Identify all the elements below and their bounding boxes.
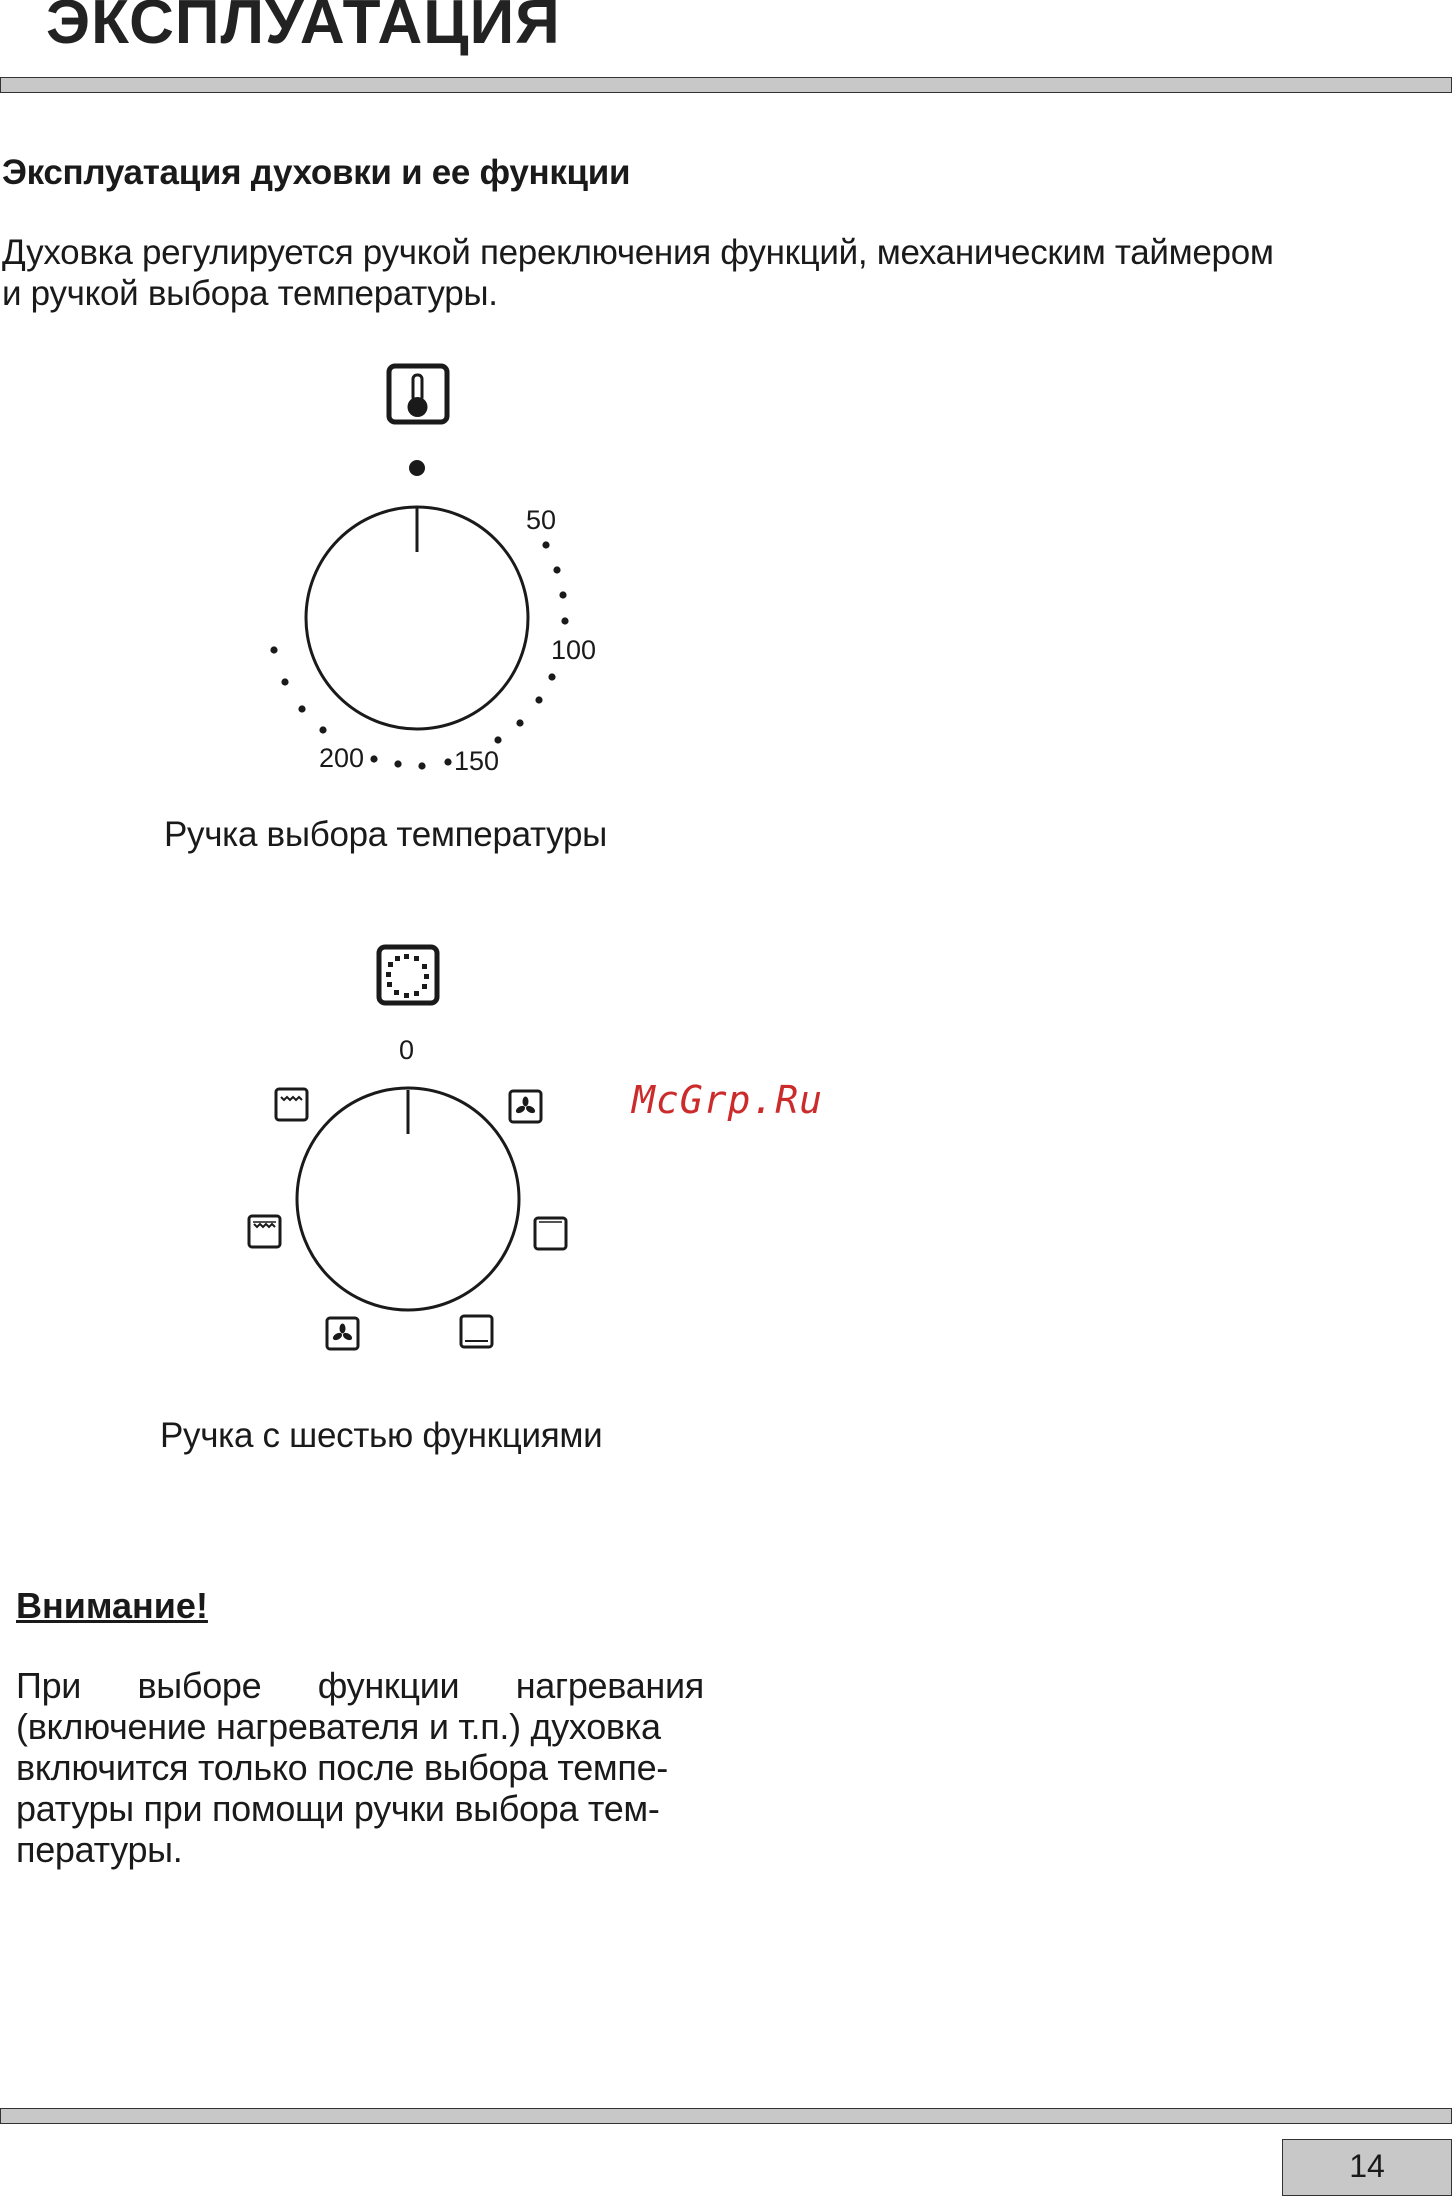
warning-line: (включение нагревателя и т.п.) духовка: [16, 1706, 661, 1747]
thermometer-icon: [389, 366, 447, 422]
fan-icon: [510, 1091, 541, 1122]
footer-divider: [0, 2108, 1452, 2124]
intro-line: Духовка регулируется ручкой переключения функций, механическим таймером: [2, 233, 1274, 272]
section-heading: Эксплуатация духовки и ее функции: [2, 153, 631, 192]
temperature-knob-caption: Ручка выбора температуры: [164, 815, 607, 854]
page-number: 14: [1349, 2148, 1385, 2184]
warning-line: При выборе функции нагревания: [16, 1665, 704, 1706]
function-zero-label: 0: [399, 1035, 415, 1065]
temp-off-dot: [409, 460, 425, 476]
function-knob-caption: Ручка с шестью функциями: [160, 1416, 603, 1455]
fan-icon: [327, 1318, 358, 1349]
warning-line: ратуры при помощи ручки выбора тем-: [16, 1788, 660, 1829]
oven-function-icon: [379, 947, 437, 1003]
warning-line: пературы.: [16, 1829, 183, 1870]
warning-line: включится только после выбора темпе-: [16, 1747, 668, 1788]
bottom-heater-icon: [461, 1316, 492, 1347]
temp-label-50: 50: [526, 505, 557, 535]
grill-icon: [249, 1216, 280, 1247]
warning-text: [16, 1665, 704, 1870]
temp-label-150: 150: [454, 746, 500, 776]
watermark: McGrp.Ru: [632, 1078, 824, 1122]
temp-label-100: 100: [551, 635, 597, 665]
intro-line: и ручкой выбора температуры.: [2, 274, 498, 313]
blank-oven-icon: [535, 1218, 566, 1249]
top-heater-icon: [276, 1089, 307, 1120]
page-title: ЭКСПЛУАТАЦИЯ: [46, 0, 561, 57]
temp-label-200: 200: [319, 743, 365, 773]
warning-title: Внимание!: [16, 1585, 208, 1626]
